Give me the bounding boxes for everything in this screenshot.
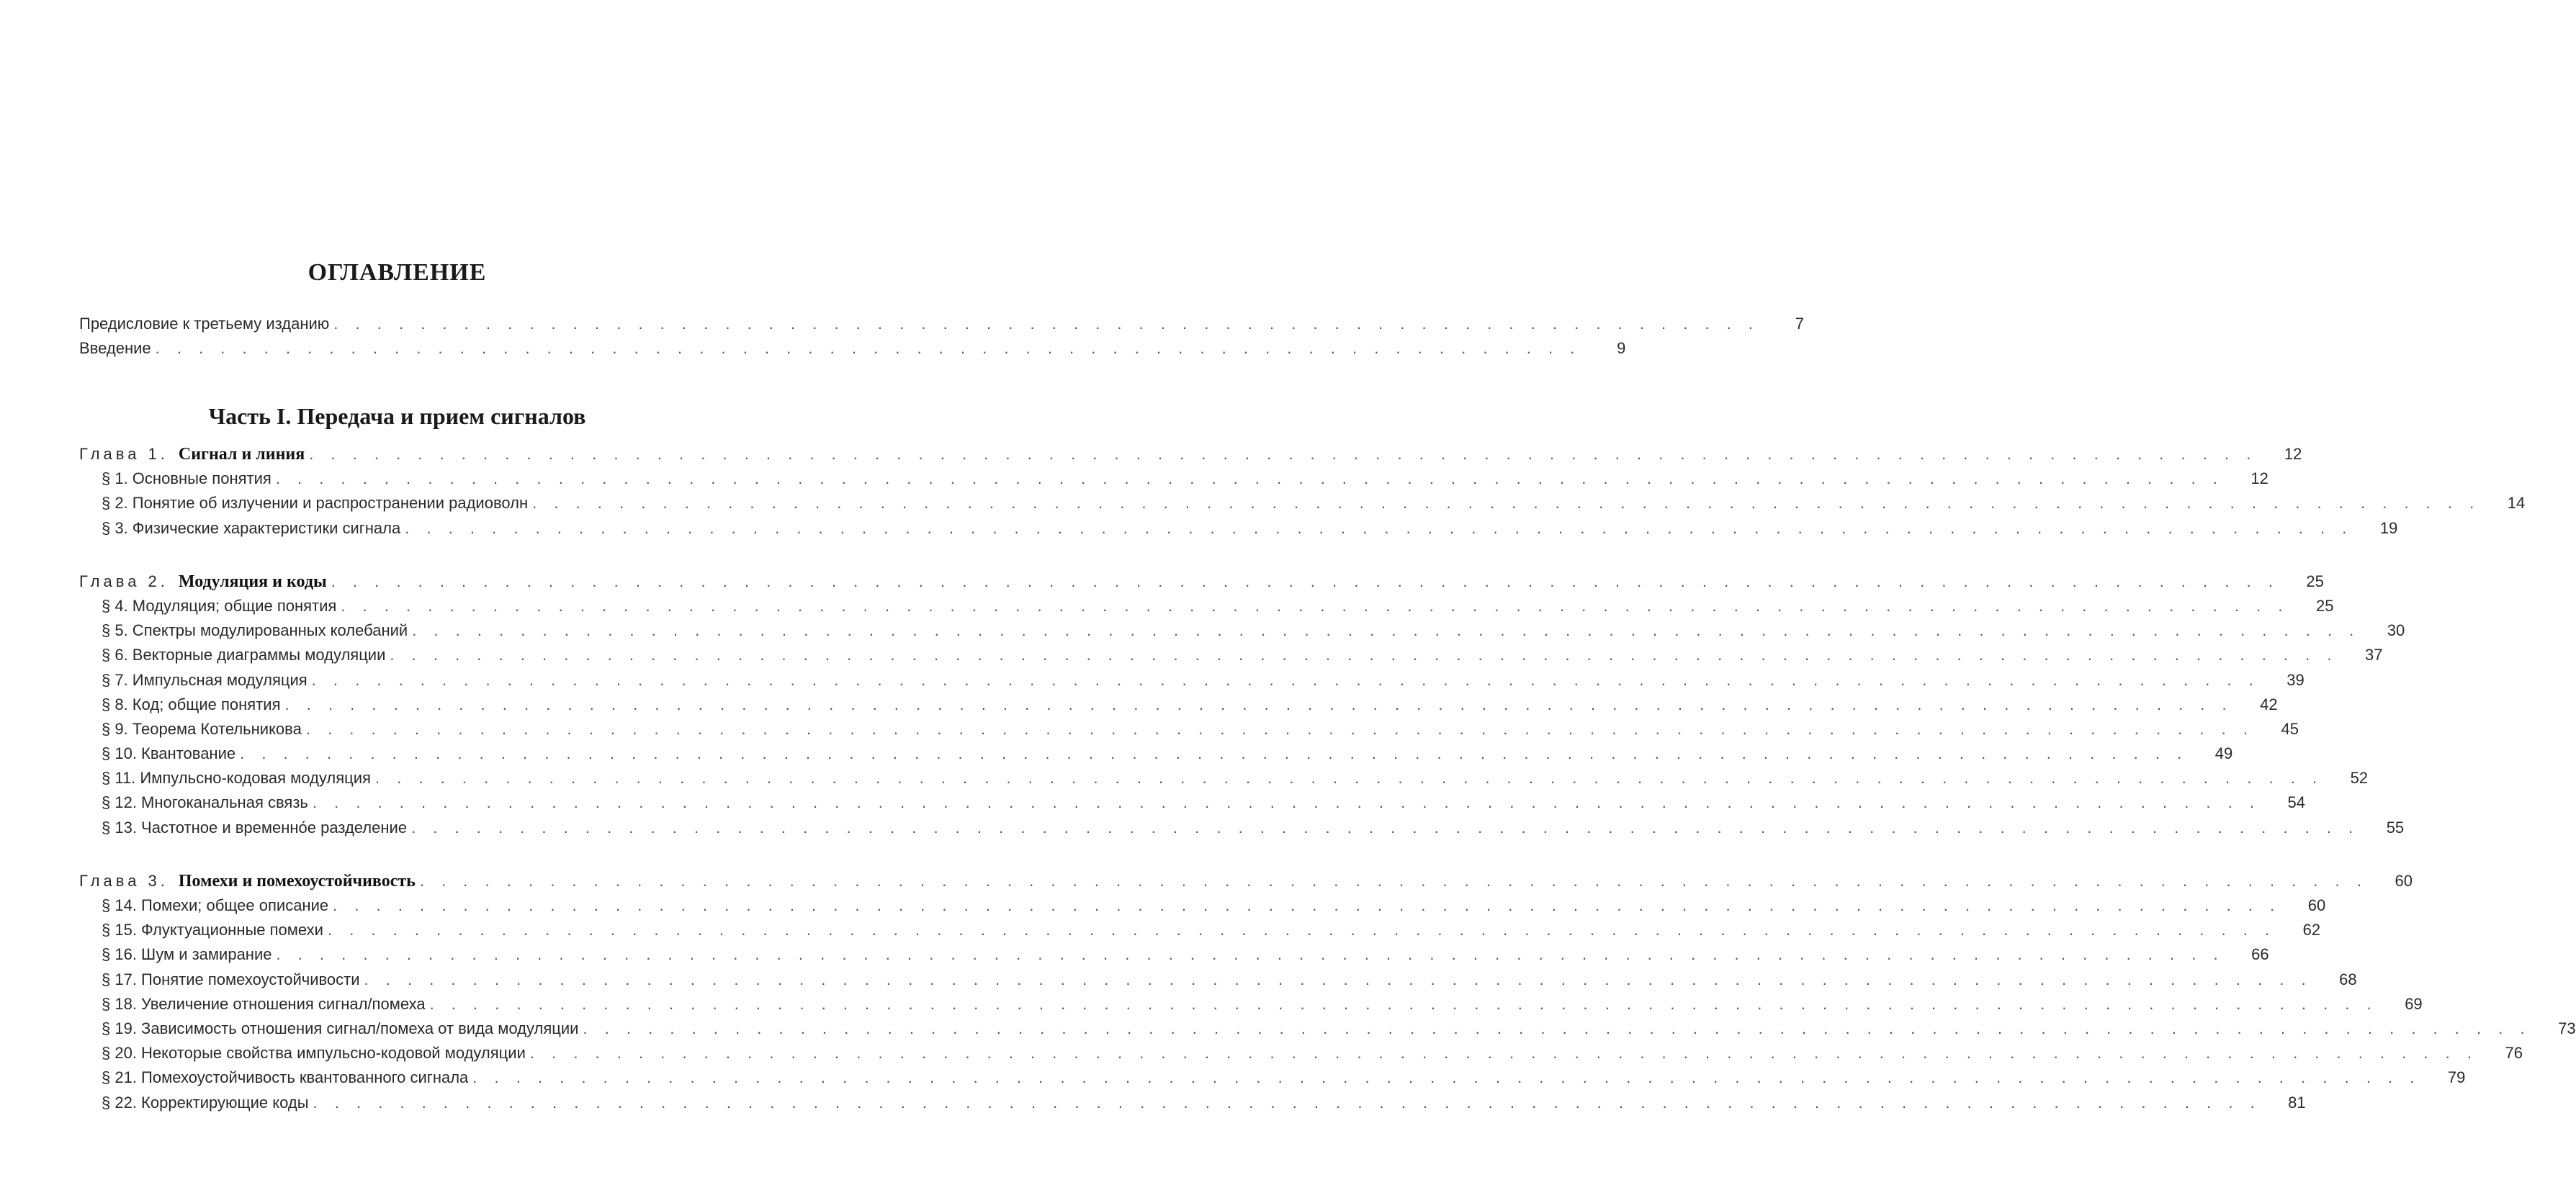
chapter-label: Глава 2. xyxy=(79,572,169,590)
leader-dots: . . . . . . . . . . . . . . . . . . . . . . . . . . . . . . . . . . . . . . . . . . . . . . . . . . . . . . . . . . . . . . . . . . . . . . . . . . . . . . . . . . . . . . . . . . xyxy=(331,572,2279,590)
chapter-title-wrap xyxy=(79,872,416,891)
section-entry[interactable] xyxy=(79,1019,2576,1044)
leader-dots: . . . . . . . . . . . . . . . . . . . . . . . . . . . . . . . . . . . . . . . . . . . . . . . . . . . . . . . . . . . . . . . . . . . . . . . . . . . . . . . . . . . . . . . . . . xyxy=(275,469,2224,488)
toc-entry[interactable] xyxy=(79,315,1805,339)
section-title: § 17. Понятие помехоустойчивости xyxy=(102,970,360,988)
section-title: § 22. Корректирующие коды xyxy=(102,1093,309,1112)
chapter-title: Модуляция и коды xyxy=(178,572,327,591)
leader-dots: . . . . . . . . . . . . . . . . . . . . . . . . . . . . . . . . . . . . . . . . . . . . . . . . . . . . . . . . . . . . . . . . . . . . . . . . . . . . . . . . . . . . . . . . . . xyxy=(390,646,2338,664)
leader-dots: . . . . . . . . . . . . . . . . . . . . . . . . . . . . . . . . . . . . . . . . . . . . . . . . . . . . . . . . . . . . . . . . . . . . . . . . . . . . . . . . . . . . . . . . . . xyxy=(412,621,2361,640)
page-number: 14 xyxy=(2507,494,2526,513)
section-entry[interactable] xyxy=(79,818,2405,843)
section-title: § 3. Физические характеристики сигнала xyxy=(102,518,401,537)
section-entry[interactable] xyxy=(79,518,2398,544)
leader-dots: . . . . . . . . . . . . . . . . . . . . . . . . . . . . . . . . . . . . . . . . . . . . . . . . . . . . . . . . . . . . . . . . . . . . . . . . . . . . . . . . . . . . . . . . . . xyxy=(313,1093,2261,1112)
page-number: 54 xyxy=(2287,793,2305,812)
chapter-heading[interactable] xyxy=(79,572,2324,597)
page-number: 19 xyxy=(2379,518,2398,537)
page-number: 52 xyxy=(2350,769,2369,788)
chapter-title: Помехи и помехоустойчивость xyxy=(178,871,416,891)
page-number: 12 xyxy=(2250,469,2268,488)
section-title: § 10. Квантование xyxy=(102,744,236,763)
section-title: § 13. Частотное и временно́е разделение xyxy=(102,818,408,837)
leader-dots: . . . . . . . . . . . . . . . . . . . . . . . . . . . . . . . . . . . . . . . . . . . . . . . . . . . . . . . . . . . . . . . . . . . . . . . . . . . . . . . . . . . . . . . . . . xyxy=(529,1044,2478,1063)
leader-dots: . . . . . . . . . . . . . . . . . . . . . . . . . . . . . . . . . . . . . . . . . . . . . . . . . . . . . . . . . . . . . . . . . . . . . . . . . . . . . . . . . . . . . . . . . . xyxy=(532,494,2481,513)
page-number: 30 xyxy=(2387,621,2405,640)
page-number: 60 xyxy=(2307,896,2326,914)
page-number: 66 xyxy=(2251,945,2269,964)
page-number: 68 xyxy=(2339,970,2357,988)
page-number: 37 xyxy=(2365,646,2383,664)
section-entry[interactable] xyxy=(79,596,2334,621)
section-entry[interactable] xyxy=(79,1093,2306,1118)
leader-dots: . . . . . . . . . . . . . . . . . . . . . . . . . . . . . . . . . . . . . . . . . . . . . . . . . . . . . . . . . . . . . . . . . . . . . . . . . . . . . . . . . . . . . . . . . . xyxy=(276,945,2225,964)
page-number: 7 xyxy=(1795,315,1805,333)
section-title: § 14. Помехи; общее описание xyxy=(102,896,329,914)
leader-dots: . . . . . . . . . . . . . . . . . . . . . . . . . . . . . . . . . . . . . . . . . . . . . . . . . . . . . . . . . . . . . . . . . . . . . . . . . . . . . . . . . . . . . . . . . . xyxy=(472,1068,2421,1087)
page-number: 9 xyxy=(1617,339,1626,358)
section-entry[interactable] xyxy=(79,719,2299,744)
leader-dots: . . . . . . . . . . . . . . . . . . . . . . . . . . . . . . . . . . . . . . . . . . . . . . . . . . . . . . . . . . . . . . . . . . . . . . . . . . . . . . . . . . . . . . . . . . xyxy=(364,970,2312,988)
chapter-2 xyxy=(79,572,2405,843)
chapter-title-wrap xyxy=(79,445,305,464)
section-title: § 9. Теорема Котельникова xyxy=(102,719,302,738)
toc-title: ОГЛАВЛЕНИЕ xyxy=(308,259,487,286)
section-entry[interactable] xyxy=(79,670,2305,695)
section-entry[interactable] xyxy=(79,469,2268,494)
leader-dots: . . . . . . . . . . . . . . . . . . . . . . . . . . . . . . . . . . . . . . . . . . . . . . . . . . . . . . . . . . . . . . . . . . . . . . . . . . . . . . . . . . . . . . . . . . xyxy=(284,695,2233,713)
section-entry[interactable] xyxy=(79,1044,2523,1068)
section-title: § 11. Импульсно-кодовая модуляция xyxy=(102,769,371,788)
page-number: 42 xyxy=(2260,695,2278,713)
leader-dots: . . . . . . . . . . . . . . . . . . . . . . . . . . . . . . . . . . . . . . . . . . . . . . . . . . . . . . . . . . . . . . . . . . . . . . . . . . . . . . . . . . . . . . . . . . xyxy=(240,744,2189,763)
section-entry[interactable] xyxy=(79,1068,2466,1093)
chapters-list xyxy=(79,445,2576,1118)
section-title: § 7. Импульсная модуляция xyxy=(102,670,308,689)
section-title: § 15. Флуктуационные помехи xyxy=(102,921,323,939)
leader-dots: . . . . . . . . . . . . . . . . . . . . . . . . . . . . . . . . . . . . . . . . . . . . . . . . . . . . . . . . . . . . . . . . . . . . . . . . . . . . . . . . . . . . . . . . . . xyxy=(309,445,2258,463)
page-number: 76 xyxy=(2505,1044,2523,1063)
leader-dots: . . . . . . . . . . . . . . . . . . . . . . . . . . . . . . . . . . . . . . . . . . . . . . . . . . . . . . . . . . . . . . . . . . xyxy=(155,339,1581,358)
leader-dots: . . . . . . . . . . . . . . . . . . . . . . . . . . . . . . . . . . . . . . . . . . . . . . . . . . . . . . . . . . . . . . . . . . . . . . . . . . . . . . . . . . . . . . . . . . xyxy=(333,896,2281,914)
section-entry[interactable] xyxy=(79,494,2526,518)
section-entry[interactable] xyxy=(79,695,2278,720)
section-title: § 2. Понятие об излучении и распространении радиоволн xyxy=(102,494,529,513)
section-entry[interactable] xyxy=(79,621,2405,646)
section-title: § 18. Увеличение отношения сигнал/помеха xyxy=(102,994,426,1013)
section-entry[interactable] xyxy=(79,646,2383,670)
leader-dots: . . . . . . . . . . . . . . . . . . . . . . . . . . . . . . . . . . . . . . . . . . . . . . . . . . . . . . . . . . . . . . . . . . . . . . . . . . . . . . . . . . . . . . . . . . xyxy=(341,596,2289,615)
chapter-heading[interactable] xyxy=(79,871,2413,896)
page-number: 45 xyxy=(2281,719,2299,738)
page-number: 79 xyxy=(2447,1068,2466,1087)
leader-dots: . . . . . . . . . . . . . . . . . . . . . . . . . . . . . . . . . . . . . . . . . . . . . . . . . . . . . . . . . . . . . . . . . . . . . . . . . . . . . . . . . . . . . . . . . . xyxy=(305,719,2254,738)
section-entry[interactable] xyxy=(79,744,2233,769)
section-entry[interactable] xyxy=(79,994,2423,1019)
leader-dots: . . . . . . . . . . . . . . . . . . . . . . . . . . . . . . . . . . . . . . . . . . . . . . . . . . . . . . . . . . . . . . . . . . . . . . . . . . . . . . . . . . . . . . . . . . xyxy=(419,871,2368,890)
toc-entry[interactable] xyxy=(79,339,1626,364)
section-title: § 6. Векторные диаграммы модуляции xyxy=(102,646,386,664)
section-title: § 4. Модуляция; общие понятия xyxy=(102,596,337,615)
page-number: 73 xyxy=(2558,1019,2576,1037)
section-title: § 16. Шум и замирание xyxy=(102,945,272,964)
leader-dots: . . . . . . . . . . . . . . . . . . . . . . . . . . . . . . . . . . . . . . . . . . . . . . . . . . . . . . . . . . . . . . . . . . . . . . . . . . . . . . . . . . . . . . . . . . xyxy=(311,670,2260,689)
page-number: 49 xyxy=(2214,744,2233,763)
part-title: Часть I. Передача и прием сигналов xyxy=(208,403,586,429)
page-number: 25 xyxy=(2315,596,2334,615)
section-title: § 1. Основные понятия xyxy=(102,469,271,488)
entry-title: Предисловие к третьему изданию xyxy=(79,315,330,333)
page-number: 60 xyxy=(2395,871,2413,890)
leader-dots: . . . . . . . . . . . . . . . . . . . . . . . . . . . . . . . . . . . . . . . . . . . . . . . . . . . . . . . . . . . . . . . . . . . . . . . . . . . . . . . . . . . . . . . . . . xyxy=(312,793,2261,812)
leader-dots: . . . . . . . . . . . . . . . . . . . . . . . . . . . . . . . . . . . . . . . . . . . . . . . . . . . . . . . . . . . . . . . . . . . . . . . . . . . . . . . . . . . . . . . . . . xyxy=(429,994,2378,1013)
section-entry[interactable] xyxy=(79,921,2321,945)
section-entry[interactable] xyxy=(79,945,2269,970)
leader-dots: . . . . . . . . . . . . . . . . . . . . . . . . . . . . . . . . . . . . . . . . . . . . . . . . . . . . . . . . . . . . . . . . . . . . . . . . . . . . . . . . . . . . . . . . . . xyxy=(411,818,2360,837)
section-title: § 8. Код; общие понятия xyxy=(102,695,281,713)
page-number: 62 xyxy=(2302,921,2321,939)
leader-dots: . . . . . . . . . . . . . . . . . . . . . . . . . . . . . . . . . . . . . . . . . . . . . . . . . . . . . . . . . . . . . . . . . . . . . . . . . . . . . . . . . . . . . . . . . . xyxy=(583,1019,2531,1037)
page-number: 25 xyxy=(2306,572,2324,590)
page-number: 12 xyxy=(2284,445,2302,463)
page-number: 81 xyxy=(2288,1093,2306,1112)
section-title: § 19. Зависимость отношения сигнал/помеха от вида модуляции xyxy=(102,1019,579,1037)
section-entry[interactable] xyxy=(79,793,2305,818)
chapter-heading[interactable] xyxy=(79,445,2302,469)
section-entry[interactable] xyxy=(79,896,2326,921)
chapter-label: Глава 1. xyxy=(79,445,169,463)
chapter-title-wrap xyxy=(79,572,327,592)
section-title: § 12. Многоканальная связь xyxy=(102,793,308,812)
section-title: § 21. Помехоустойчивость квантованного сигнала xyxy=(102,1068,469,1087)
section-entry[interactable] xyxy=(79,769,2369,793)
leader-dots: . . . . . . . . . . . . . . . . . . . . . . . . . . . . . . . . . . . . . . . . . . . . . . . . . . . . . . . . . . . . . . . . . . . . . . . . . . . . . . . . . . . . . . . . . . xyxy=(327,921,2276,939)
leader-dots: . . . . . . . . . . . . . . . . . . . . . . . . . . . . . . . . . . . . . . . . . . . . . . . . . . . . . . . . . . . . . . . . . . . . . . . . . . . . . . . . . . . . . . . . . . xyxy=(405,518,2353,537)
page-number: 55 xyxy=(2386,818,2405,837)
chapter-1 xyxy=(79,445,2526,544)
chapter-3 xyxy=(79,871,2576,1118)
leader-dots: . . . . . . . . . . . . . . . . . . . . . . . . . . . . . . . . . . . . . . . . . . . . . . . . . . . . . . . . . . . . . . . . . . xyxy=(333,315,1760,333)
chapter-title: Сигнал и линия xyxy=(178,445,305,464)
section-title: § 20. Некоторые свойства импульсно-кодовой модуляции xyxy=(102,1044,526,1063)
leader-dots: . . . . . . . . . . . . . . . . . . . . . . . . . . . . . . . . . . . . . . . . . . . . . . . . . . . . . . . . . . . . . . . . . . . . . . . . . . . . . . . . . . . . . . . . . . xyxy=(374,769,2324,788)
page-number: 69 xyxy=(2405,994,2423,1013)
chapter-label: Глава 3. xyxy=(79,871,169,890)
entry-title: Введение xyxy=(79,339,151,358)
section-title: § 5. Спектры модулированных колебаний xyxy=(102,621,408,640)
page-number: 39 xyxy=(2286,670,2305,689)
section-entry[interactable] xyxy=(79,970,2357,995)
front-matter xyxy=(79,315,1805,364)
